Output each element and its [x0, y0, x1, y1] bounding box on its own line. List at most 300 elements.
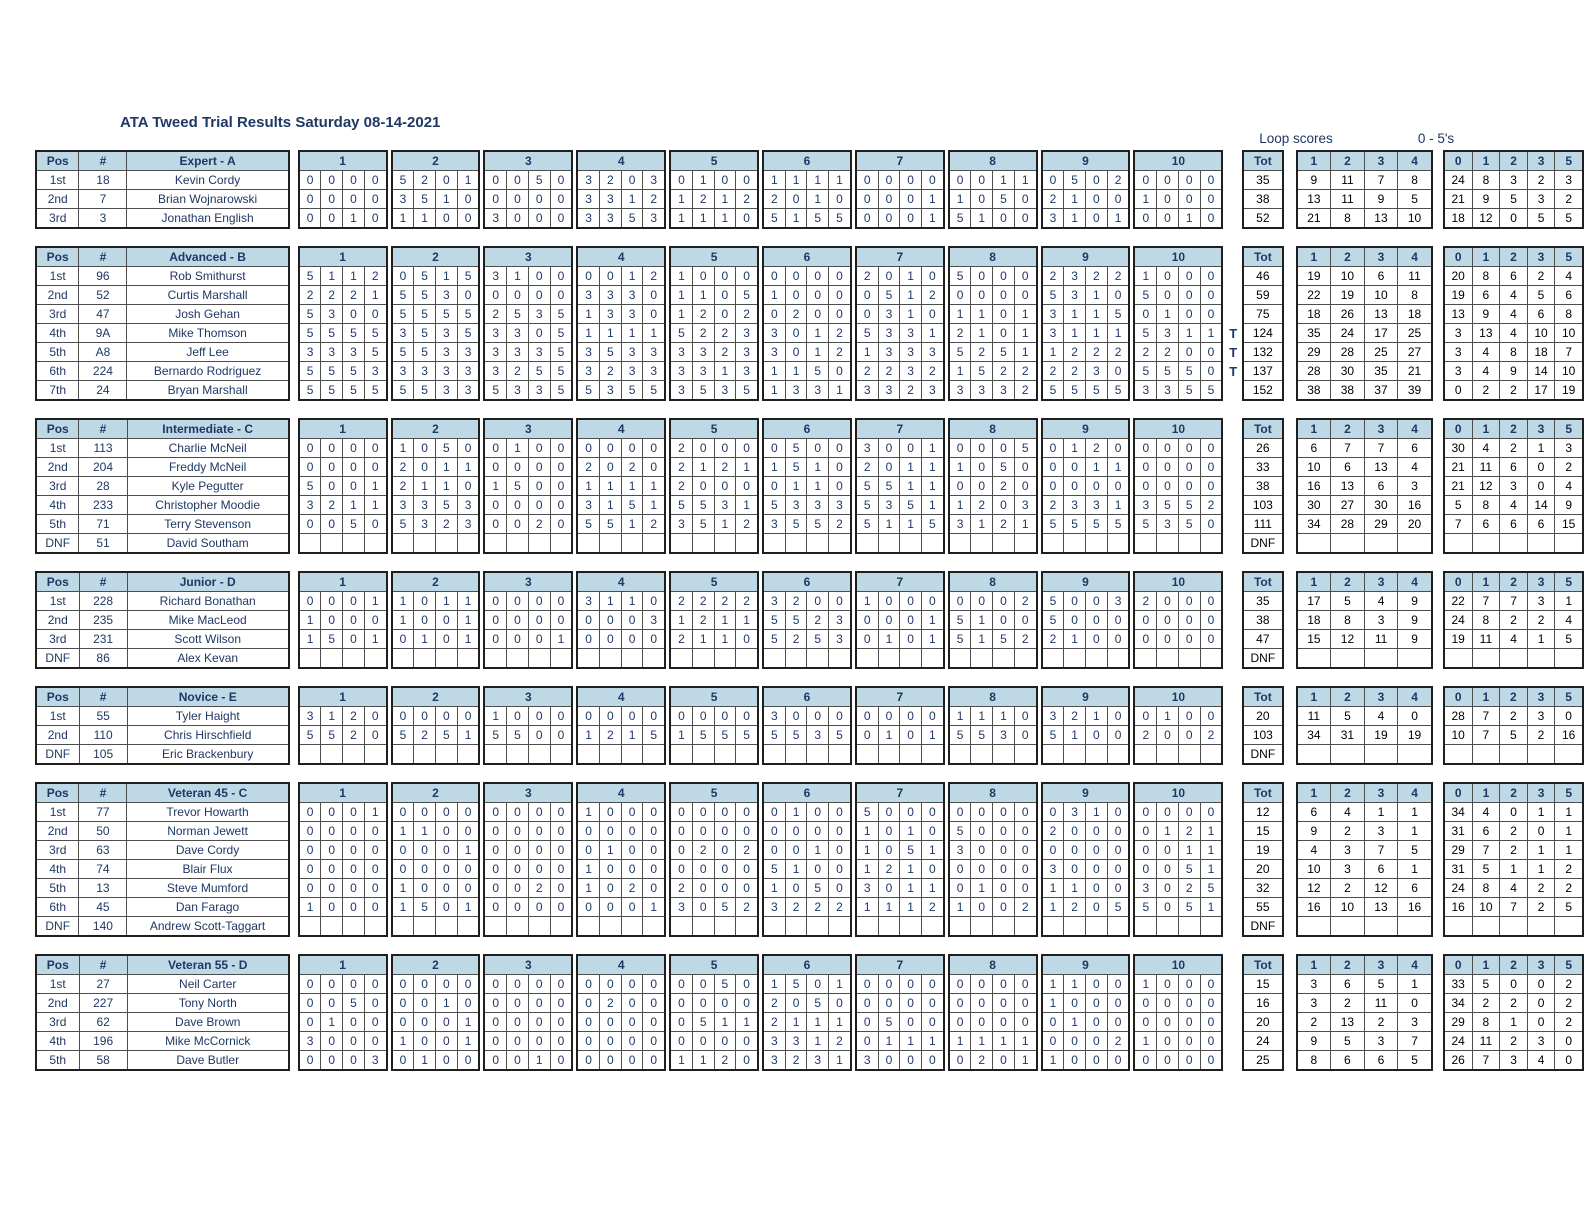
- score-cell: 1: [1200, 860, 1222, 879]
- score-cell: 5: [785, 458, 807, 477]
- score-cell: 0: [550, 496, 572, 515]
- table-row: [670, 362, 758, 381]
- zero-five-count-cell: 6: [1472, 515, 1500, 534]
- score-cell: 5: [971, 726, 993, 745]
- score-cell: 0: [321, 439, 343, 458]
- score-cell: 0: [299, 1051, 321, 1071]
- score-cell: 1: [670, 267, 692, 286]
- zero-five-count-cell: 7: [1472, 707, 1500, 726]
- header-row: [484, 572, 572, 592]
- zero-five-count-cell: 29: [1444, 1013, 1472, 1032]
- loop-score-cell: 29: [1364, 515, 1398, 534]
- zero-five-count-cell: [1472, 534, 1500, 554]
- total-header: Tot: [1243, 687, 1282, 707]
- score-cell: 0: [1085, 1013, 1107, 1032]
- rider-name-cell: Kyle Pegutter: [127, 477, 289, 496]
- table-row: [670, 324, 758, 343]
- section-header: 3: [484, 687, 572, 707]
- score-cell: 0: [484, 515, 506, 534]
- section-header: 5: [670, 687, 758, 707]
- score-cell: 3: [856, 439, 878, 458]
- score-cell: 2: [1200, 726, 1222, 745]
- score-cell: 0: [343, 305, 365, 324]
- score-cell: 0: [949, 1013, 971, 1032]
- total-table: [1242, 150, 1283, 229]
- zero-five-count-cell: 7: [1472, 841, 1500, 860]
- header-row: [1243, 572, 1282, 592]
- score-cell: 5: [1134, 515, 1156, 534]
- table-row: [1297, 343, 1432, 362]
- table-row: [763, 171, 851, 190]
- loop-score-cell: 6: [1364, 860, 1398, 879]
- loop-score-cell: 16: [1297, 477, 1331, 496]
- score-cell: 0: [900, 1051, 922, 1071]
- score-cell: 5: [1134, 324, 1156, 343]
- score-cell: [856, 745, 878, 765]
- score-cell: [321, 745, 343, 765]
- score-cell: 5: [321, 324, 343, 343]
- zero-five-count-cell: 1: [1527, 439, 1555, 458]
- score-cell: 3: [763, 515, 785, 534]
- loop-score-cell: [1297, 917, 1331, 937]
- section-header: 2: [392, 572, 480, 592]
- score-cell: 1: [692, 1051, 714, 1071]
- score-cell: 0: [829, 841, 851, 860]
- header-row: [949, 955, 1037, 975]
- score-cell: 0: [414, 994, 436, 1013]
- position-cell: DNF: [36, 534, 79, 554]
- position-cell: 1st: [36, 267, 79, 286]
- loop-score-cell: 28: [1331, 515, 1365, 534]
- header-row: [577, 572, 665, 592]
- score-cell: 0: [1178, 190, 1200, 209]
- score-cell: [621, 745, 643, 765]
- table-row: [670, 611, 758, 630]
- score-cell: 3: [763, 1051, 785, 1071]
- score-cell: 2: [577, 458, 599, 477]
- table-row: [1243, 822, 1282, 841]
- table-row: [1444, 630, 1583, 649]
- loop-score-cell: 2: [1331, 822, 1365, 841]
- score-cell: 0: [621, 1013, 643, 1032]
- score-cell: [299, 649, 321, 669]
- score-cell: 1: [921, 439, 943, 458]
- loop-score-cell: 5: [1331, 707, 1365, 726]
- score-cell: 1: [1134, 190, 1156, 209]
- zero-five-count-cell: 3: [1527, 190, 1555, 209]
- zero-five-count-cell: 14: [1527, 496, 1555, 515]
- score-cell: 0: [528, 477, 550, 496]
- score-cell: 0: [1134, 439, 1156, 458]
- score-cell: 0: [528, 841, 550, 860]
- score-cell: 0: [507, 630, 529, 649]
- score-cell: 0: [1178, 1051, 1200, 1071]
- score-cell: [900, 745, 922, 765]
- score-cell: 1: [692, 630, 714, 649]
- header-row: [949, 419, 1037, 439]
- zero-five-count-cell: 24: [1444, 171, 1472, 190]
- score-cell: [599, 534, 621, 554]
- score-cell: 1: [900, 879, 922, 898]
- table-row: [36, 190, 289, 209]
- score-cell: 1: [921, 190, 943, 209]
- score-cell: 1: [621, 726, 643, 745]
- zero-five-count-cell: 5: [1472, 860, 1500, 879]
- loop-score-cell: 18: [1398, 305, 1432, 324]
- table-row: [949, 707, 1037, 726]
- score-cell: 0: [763, 305, 785, 324]
- zero-five-column-header: 3: [1527, 419, 1555, 439]
- table-row: [392, 458, 480, 477]
- table-row: [763, 726, 851, 745]
- zero-five-count-cell: 3: [1444, 343, 1472, 362]
- score-cell: [1134, 917, 1156, 937]
- table-row: [1297, 707, 1432, 726]
- section-header: 7: [856, 247, 944, 267]
- score-cell: 3: [507, 324, 529, 343]
- score-cell: 1: [435, 477, 457, 496]
- table-row: [856, 439, 944, 458]
- header-row: [856, 783, 944, 803]
- score-cell: 2: [392, 477, 414, 496]
- section-table-8: [948, 686, 1038, 765]
- score-cell: 1: [321, 1013, 343, 1032]
- score-cell: 0: [856, 190, 878, 209]
- score-cell: 5: [343, 362, 365, 381]
- loop-score-cell: 3: [1398, 477, 1432, 496]
- section-header: 2: [392, 955, 480, 975]
- tiebreak-column: [1226, 246, 1240, 400]
- score-cell: 0: [1157, 439, 1179, 458]
- table-row: [856, 898, 944, 917]
- header-row: [484, 955, 572, 975]
- loop-score-cell: [1297, 745, 1331, 765]
- score-cell: 0: [435, 860, 457, 879]
- score-cell: 0: [550, 841, 572, 860]
- score-cell: 0: [528, 190, 550, 209]
- score-cell: 0: [1107, 190, 1129, 209]
- score-cell: 0: [736, 1051, 758, 1071]
- table-row: [1444, 286, 1583, 305]
- loop-column-header: 3: [1364, 419, 1398, 439]
- header-row: [1243, 783, 1282, 803]
- rider-number-cell: 45: [79, 898, 127, 917]
- section-header: 8: [949, 419, 1037, 439]
- table-row: [577, 324, 665, 343]
- score-cell: 0: [364, 860, 386, 879]
- score-cell: 1: [921, 879, 943, 898]
- table-row: [1243, 305, 1282, 324]
- score-cell: 0: [643, 841, 665, 860]
- score-cell: 0: [599, 1032, 621, 1051]
- score-cell: 1: [392, 1032, 414, 1051]
- rider-name-cell: Steve Mumford: [127, 879, 289, 898]
- section-header: 5: [670, 151, 758, 171]
- score-cell: 0: [1107, 707, 1129, 726]
- table-row: [1243, 286, 1282, 305]
- score-cell: 0: [736, 975, 758, 994]
- score-cell: 3: [321, 305, 343, 324]
- zero-to-fives-label: 0 - 5's: [1417, 131, 1455, 146]
- zero-five-count-cell: 1: [1555, 592, 1583, 611]
- score-cell: [457, 917, 479, 937]
- score-cell: 5: [949, 343, 971, 362]
- score-cell: 0: [785, 994, 807, 1013]
- score-cell: 3: [1042, 209, 1064, 229]
- table-row: [1134, 1013, 1222, 1032]
- table-row: [949, 649, 1037, 669]
- position-cell: 5th: [36, 515, 79, 534]
- tiebreak-flag: [1226, 898, 1240, 917]
- tiebreak-flag: [1226, 879, 1240, 898]
- zero-five-count-cell: 2: [1527, 898, 1555, 917]
- table-row: [484, 362, 572, 381]
- score-cell: 0: [435, 1051, 457, 1071]
- table-row: [670, 209, 758, 229]
- score-cell: 0: [435, 707, 457, 726]
- score-cell: 0: [1107, 822, 1129, 841]
- score-cell: 0: [457, 975, 479, 994]
- section-table-7: [855, 418, 945, 554]
- zero-five-count-cell: 5: [1555, 630, 1583, 649]
- position-cell: 3rd: [36, 477, 79, 496]
- score-cell: 0: [299, 879, 321, 898]
- section-header: 7: [856, 783, 944, 803]
- header-row: [299, 687, 387, 707]
- table-row: [577, 190, 665, 209]
- score-cell: 5: [599, 515, 621, 534]
- section-header: 2: [392, 687, 480, 707]
- zero-five-count-cell: 7: [1472, 1051, 1500, 1071]
- score-cell: 1: [643, 898, 665, 917]
- score-cell: 0: [829, 477, 851, 496]
- zero-five-count-cell: 2: [1500, 707, 1528, 726]
- table-row: [1444, 267, 1583, 286]
- total-cell: 52: [1243, 209, 1282, 229]
- score-cell: 0: [299, 439, 321, 458]
- score-cell: [392, 745, 414, 765]
- loop-score-cell: 31: [1331, 726, 1365, 745]
- pos-column-header: Pos: [36, 572, 79, 592]
- table-row: [484, 381, 572, 401]
- score-cell: [414, 649, 436, 669]
- table-row: [1134, 515, 1222, 534]
- section-header: 4: [577, 955, 665, 975]
- score-cell: 0: [599, 975, 621, 994]
- section-header: 7: [856, 572, 944, 592]
- score-cell: [856, 534, 878, 554]
- score-cell: 5: [1042, 381, 1064, 401]
- header-row: [1444, 247, 1583, 267]
- section-table-9: [1041, 246, 1131, 401]
- score-cell: [1064, 534, 1086, 554]
- table-row: [484, 1032, 572, 1051]
- header-row: [763, 419, 851, 439]
- score-cell: 1: [949, 1032, 971, 1051]
- score-cell: 5: [949, 209, 971, 229]
- score-cell: 5: [736, 381, 758, 401]
- score-cell: 3: [736, 343, 758, 362]
- score-cell: 5: [993, 630, 1015, 649]
- table-row: [299, 324, 387, 343]
- loop-score-cell: [1331, 649, 1365, 669]
- score-cell: 0: [1014, 841, 1036, 860]
- zero-five-count-cell: 24: [1444, 1032, 1472, 1051]
- score-cell: 0: [1178, 343, 1200, 362]
- score-cell: 1: [414, 209, 436, 229]
- rider-number-cell: 52: [79, 286, 127, 305]
- score-cell: [692, 745, 714, 765]
- score-cell: 0: [1134, 707, 1156, 726]
- score-cell: 0: [921, 822, 943, 841]
- score-cell: 0: [1085, 1051, 1107, 1071]
- score-cell: 0: [1134, 841, 1156, 860]
- score-cell: 1: [599, 496, 621, 515]
- zero-five-column-header: 2: [1500, 572, 1528, 592]
- score-cell: 0: [1042, 841, 1064, 860]
- header-row: [392, 783, 480, 803]
- header-row: [856, 419, 944, 439]
- table-row: [763, 305, 851, 324]
- zero-five-count-cell: 10: [1555, 362, 1583, 381]
- score-cell: [364, 917, 386, 937]
- table-row: [856, 649, 944, 669]
- section-table-9: [1041, 686, 1131, 765]
- score-cell: 2: [1107, 171, 1129, 190]
- zero-five-count-cell: 18: [1527, 343, 1555, 362]
- score-cell: 0: [1085, 630, 1107, 649]
- score-cell: [921, 649, 943, 669]
- table-row: [763, 707, 851, 726]
- roster-table: [35, 954, 290, 1071]
- score-cell: 5: [949, 267, 971, 286]
- score-cell: 3: [577, 592, 599, 611]
- loop-score-cell: 9: [1297, 822, 1331, 841]
- score-cell: 0: [507, 822, 529, 841]
- score-cell: 3: [900, 324, 922, 343]
- zero-five-count-cell: 16: [1555, 726, 1583, 745]
- score-cell: 2: [971, 1051, 993, 1071]
- score-cell: 1: [971, 611, 993, 630]
- score-cell: 5: [763, 726, 785, 745]
- table-row: [36, 975, 289, 994]
- score-cell: 0: [1178, 286, 1200, 305]
- score-cell: 0: [484, 1013, 506, 1032]
- table-row: [484, 841, 572, 860]
- score-cell: 0: [714, 822, 736, 841]
- score-cell: 0: [1200, 515, 1222, 534]
- score-cell: 1: [1014, 324, 1036, 343]
- table-row: [1042, 286, 1130, 305]
- header-row: [484, 247, 572, 267]
- tiebreak-flag: [1226, 515, 1240, 534]
- score-cell: 1: [714, 611, 736, 630]
- table-row: [1134, 1032, 1222, 1051]
- rider-name-cell: Freddy McNeil: [127, 458, 289, 477]
- score-cell: 1: [1064, 324, 1086, 343]
- section-header: 4: [577, 247, 665, 267]
- zero-five-count-cell: [1527, 649, 1555, 669]
- position-cell: 1st: [36, 439, 79, 458]
- score-cell: 2: [921, 286, 943, 305]
- table-row: [1444, 190, 1583, 209]
- table-row: [299, 439, 387, 458]
- table-row: [36, 841, 289, 860]
- table-row: [949, 975, 1037, 994]
- roster-table: [35, 150, 290, 229]
- header-row: [1297, 955, 1432, 975]
- score-cell: 0: [949, 1051, 971, 1071]
- score-cell: 0: [528, 1032, 550, 1051]
- score-cell: 5: [299, 726, 321, 745]
- score-cell: 0: [528, 860, 550, 879]
- score-cell: [949, 649, 971, 669]
- score-cell: 0: [392, 707, 414, 726]
- score-cell: 1: [599, 841, 621, 860]
- zero-five-count-cell: 2: [1555, 190, 1583, 209]
- score-cell: 0: [856, 171, 878, 190]
- score-cell: 0: [1157, 209, 1179, 229]
- score-cell: 0: [550, 898, 572, 917]
- zero-five-count-cell: 1: [1555, 803, 1583, 822]
- score-cell: 2: [829, 898, 851, 917]
- score-cell: 0: [364, 898, 386, 917]
- score-cell: [971, 745, 993, 765]
- score-cell: 0: [414, 1013, 436, 1032]
- table-row: [1042, 515, 1130, 534]
- score-cell: 5: [1042, 515, 1064, 534]
- rider-name-cell: Neil Carter: [127, 975, 288, 994]
- rider-number-cell: 47: [79, 305, 127, 324]
- score-cell: 0: [599, 803, 621, 822]
- score-cell: 0: [343, 1032, 365, 1051]
- section-header: 6: [763, 151, 851, 171]
- zero-five-count-cell: 2: [1555, 860, 1583, 879]
- score-cell: 0: [484, 860, 506, 879]
- score-cell: 0: [971, 592, 993, 611]
- score-cell: 0: [1157, 267, 1179, 286]
- score-cell: 0: [457, 707, 479, 726]
- score-cell: 1: [1107, 458, 1129, 477]
- score-cell: 0: [921, 171, 943, 190]
- zero-five-column-header: 0: [1444, 247, 1472, 267]
- score-cell: 5: [807, 994, 829, 1013]
- score-cell: 1: [364, 630, 386, 649]
- table-row: [1297, 477, 1432, 496]
- rider-name-cell: Scott Wilson: [127, 630, 289, 649]
- score-cell: 0: [1085, 209, 1107, 229]
- loop-score-cell: 38: [1331, 381, 1365, 401]
- score-cell: 3: [736, 362, 758, 381]
- score-cell: 0: [1064, 860, 1086, 879]
- loop-score-cell: 13: [1331, 477, 1365, 496]
- score-cell: 0: [807, 305, 829, 324]
- loop-score-cell: 3: [1297, 975, 1331, 994]
- score-cell: 0: [550, 515, 572, 534]
- score-cell: [414, 534, 436, 554]
- zero-five-column-header: 2: [1500, 151, 1528, 171]
- score-cell: 5: [550, 305, 572, 324]
- score-cell: 5: [299, 267, 321, 286]
- loop-score-cell: 13: [1297, 190, 1331, 209]
- total-table: [1242, 954, 1283, 1071]
- header-row: [1042, 419, 1130, 439]
- loop-column-header: 3: [1364, 572, 1398, 592]
- table-row: [577, 343, 665, 362]
- score-cell: 0: [1178, 592, 1200, 611]
- score-cell: 0: [856, 1032, 878, 1051]
- score-cell: 1: [1085, 458, 1107, 477]
